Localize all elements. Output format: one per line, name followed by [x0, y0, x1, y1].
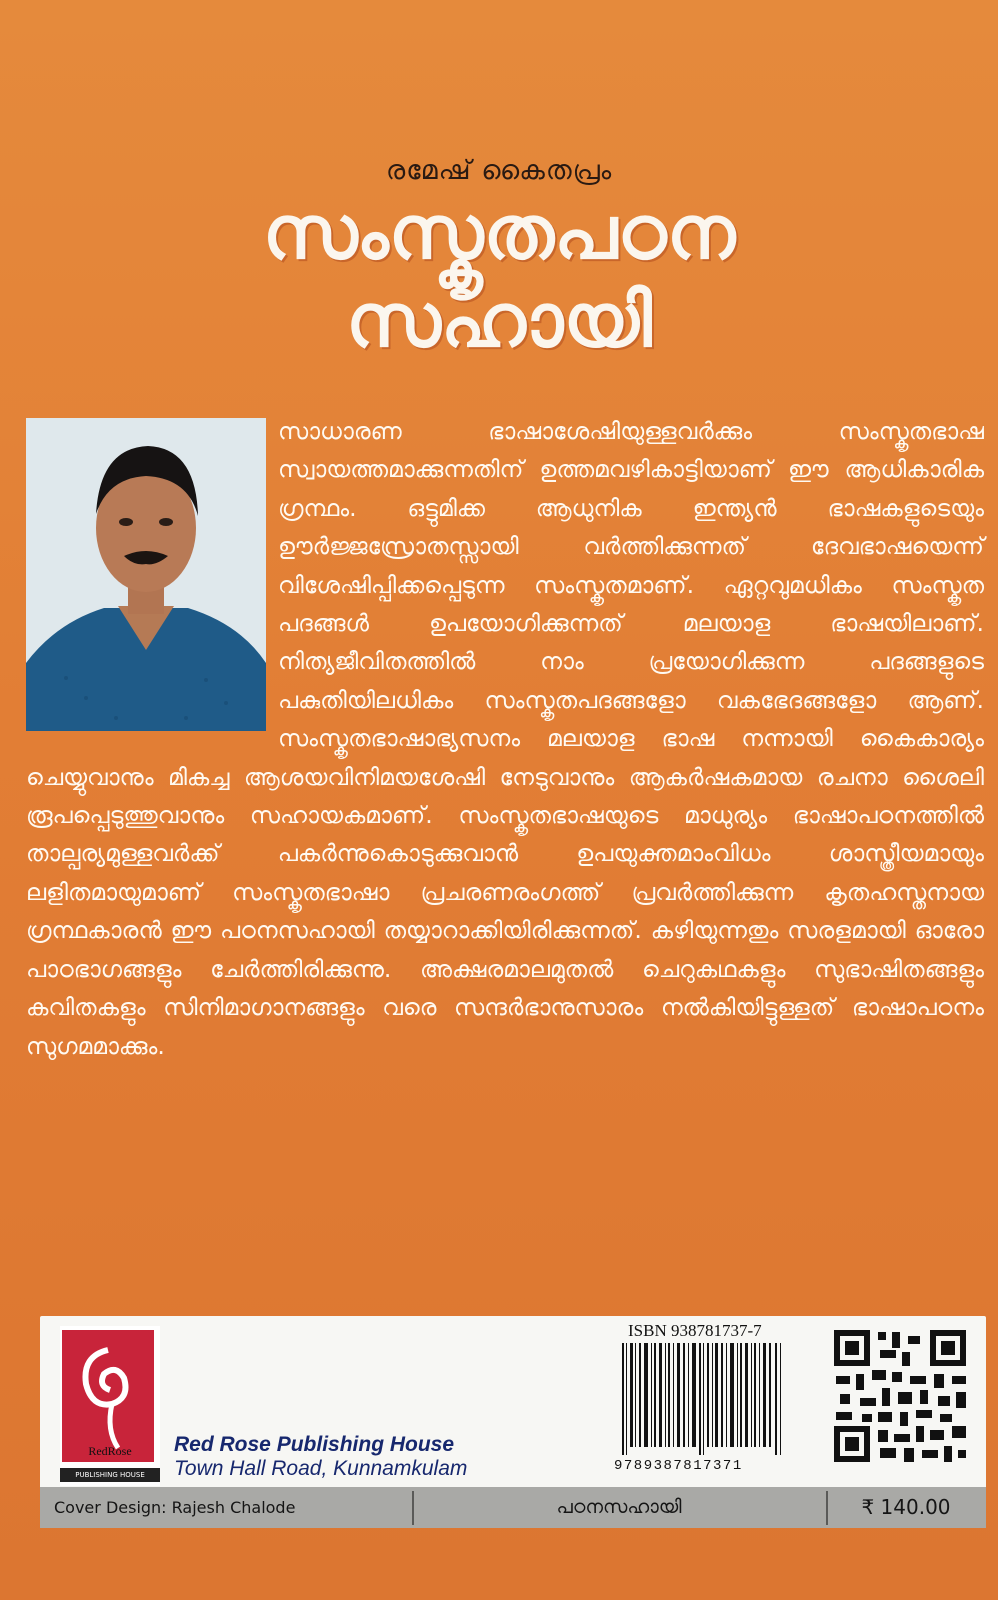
- blurb-text: സാധാരണ ഭാഷാശേഷിയുള്ളവർക്കും സംസ്കൃതഭാഷ സ്വായത്തമാക്കുന്നതിന് ഉത്തമവഴികാട്ടിയാണ് ഈ ആധികാരിക ഗ്രന്ഥം. ഒട്ടുമിക്ക ആധുനിക ഇന്ത്യൻ ഭാഷകളുടെയും ഊർജ്ജസ്രോതസ്സായി വർത്തിക്കുന്നത് ദേവഭാഷയെന്ന് വിശേഷിപ്പിക്കപ്പെടുന്ന സംസ്കൃതമാണ്. ഏറ്റവുമധികം സംസ്കൃത പദങ്ങൾ ഉപയോഗിക്കുന്നത് മലയാള ഭാഷയിലാണ്. നിത്യജീവിതത്തിൽ നാം പ്രയോഗിക്കുന്ന പദങ്ങളുടെ പകുതിയിലധികം സംസ്കൃതപദങ്ങളോ വകഭേദങ്ങളോ ആണ്. സംസ്കൃതഭാഷാഭ്യസനം മലയാള ഭാഷ നന്നായി കൈകാര്യം ചെയ്യുവാനും മികച്ച ആശയവിനിമയശേഷി നേടുവാനും ആകർഷകമായ രചനാ ശൈലി രൂപപ്പെടുത്തുവാനും സഹായകമാണ്. സംസ്കൃതഭാഷയുടെ മാധുര്യം ഭാഷാപഠനത്തിൽ താല്പര്യമുള്ളവർക്ക് പകർന്നുകൊടുക്കുവാൻ ഉപയുക്തമാംവിധം ശാസ്ത്രീയമായും ലളിതമായുമാണ് സംസ്കൃതഭാഷാ പ്രചരണരംഗത്ത് പ്രവർത്തിക്കുന്ന കൃതഹസ്തനായ ഗ്രന്ഥകാരൻ ഈ പഠനസഹായി തയ്യാറാക്കിയിരിക്കുന്നത്. കഴിയുന്നതും സരളമായി ഓരോ പാഠഭാഗങ്ങളും ചേർത്തിരിക്കുന്നു. അക്ഷരമാലമുതൽ ചെറുകഥകളും സുഭാഷിതങ്ങളും കവിതകളും സിനിമാഗാനങ്ങളും വരെ സന്ദർഭാനുസാരം നൽകിയിട്ടുള്ളത് ഭാഷാപഠനം സുഗമമാക്കും.: [26, 417, 984, 1060]
- cover-design-credit: Cover Design: Rajesh Chalode: [54, 1498, 296, 1517]
- logo-wordmark: RedRose: [88, 1444, 132, 1458]
- isbn-label: ISBN 938781737-7: [628, 1321, 762, 1340]
- logo-subtext: PUBLISHING HOUSE: [60, 1468, 160, 1482]
- publisher-name: Red Rose Publishing House: [174, 1433, 455, 1456]
- barcode: [620, 1343, 786, 1459]
- publisher-logo: [60, 1326, 160, 1486]
- barcode-number: 9789387817371: [614, 1458, 743, 1474]
- back-cover-blurb: [26, 412, 984, 1065]
- book-category: പഠനസഹായി: [556, 1496, 682, 1518]
- book-title-line-2: സഹായി: [346, 278, 652, 364]
- logo-red-square: [62, 1330, 154, 1462]
- price: ₹ 140.00: [861, 1495, 951, 1519]
- author-name: രമേഷ് കൈതപ്രം: [385, 155, 613, 186]
- book-title-line-1: സംസ്കൃതപഠന: [262, 190, 736, 276]
- publisher-address: Town Hall Road, Kunnamkulam: [174, 1457, 468, 1480]
- qr-code[interactable]: [830, 1326, 970, 1470]
